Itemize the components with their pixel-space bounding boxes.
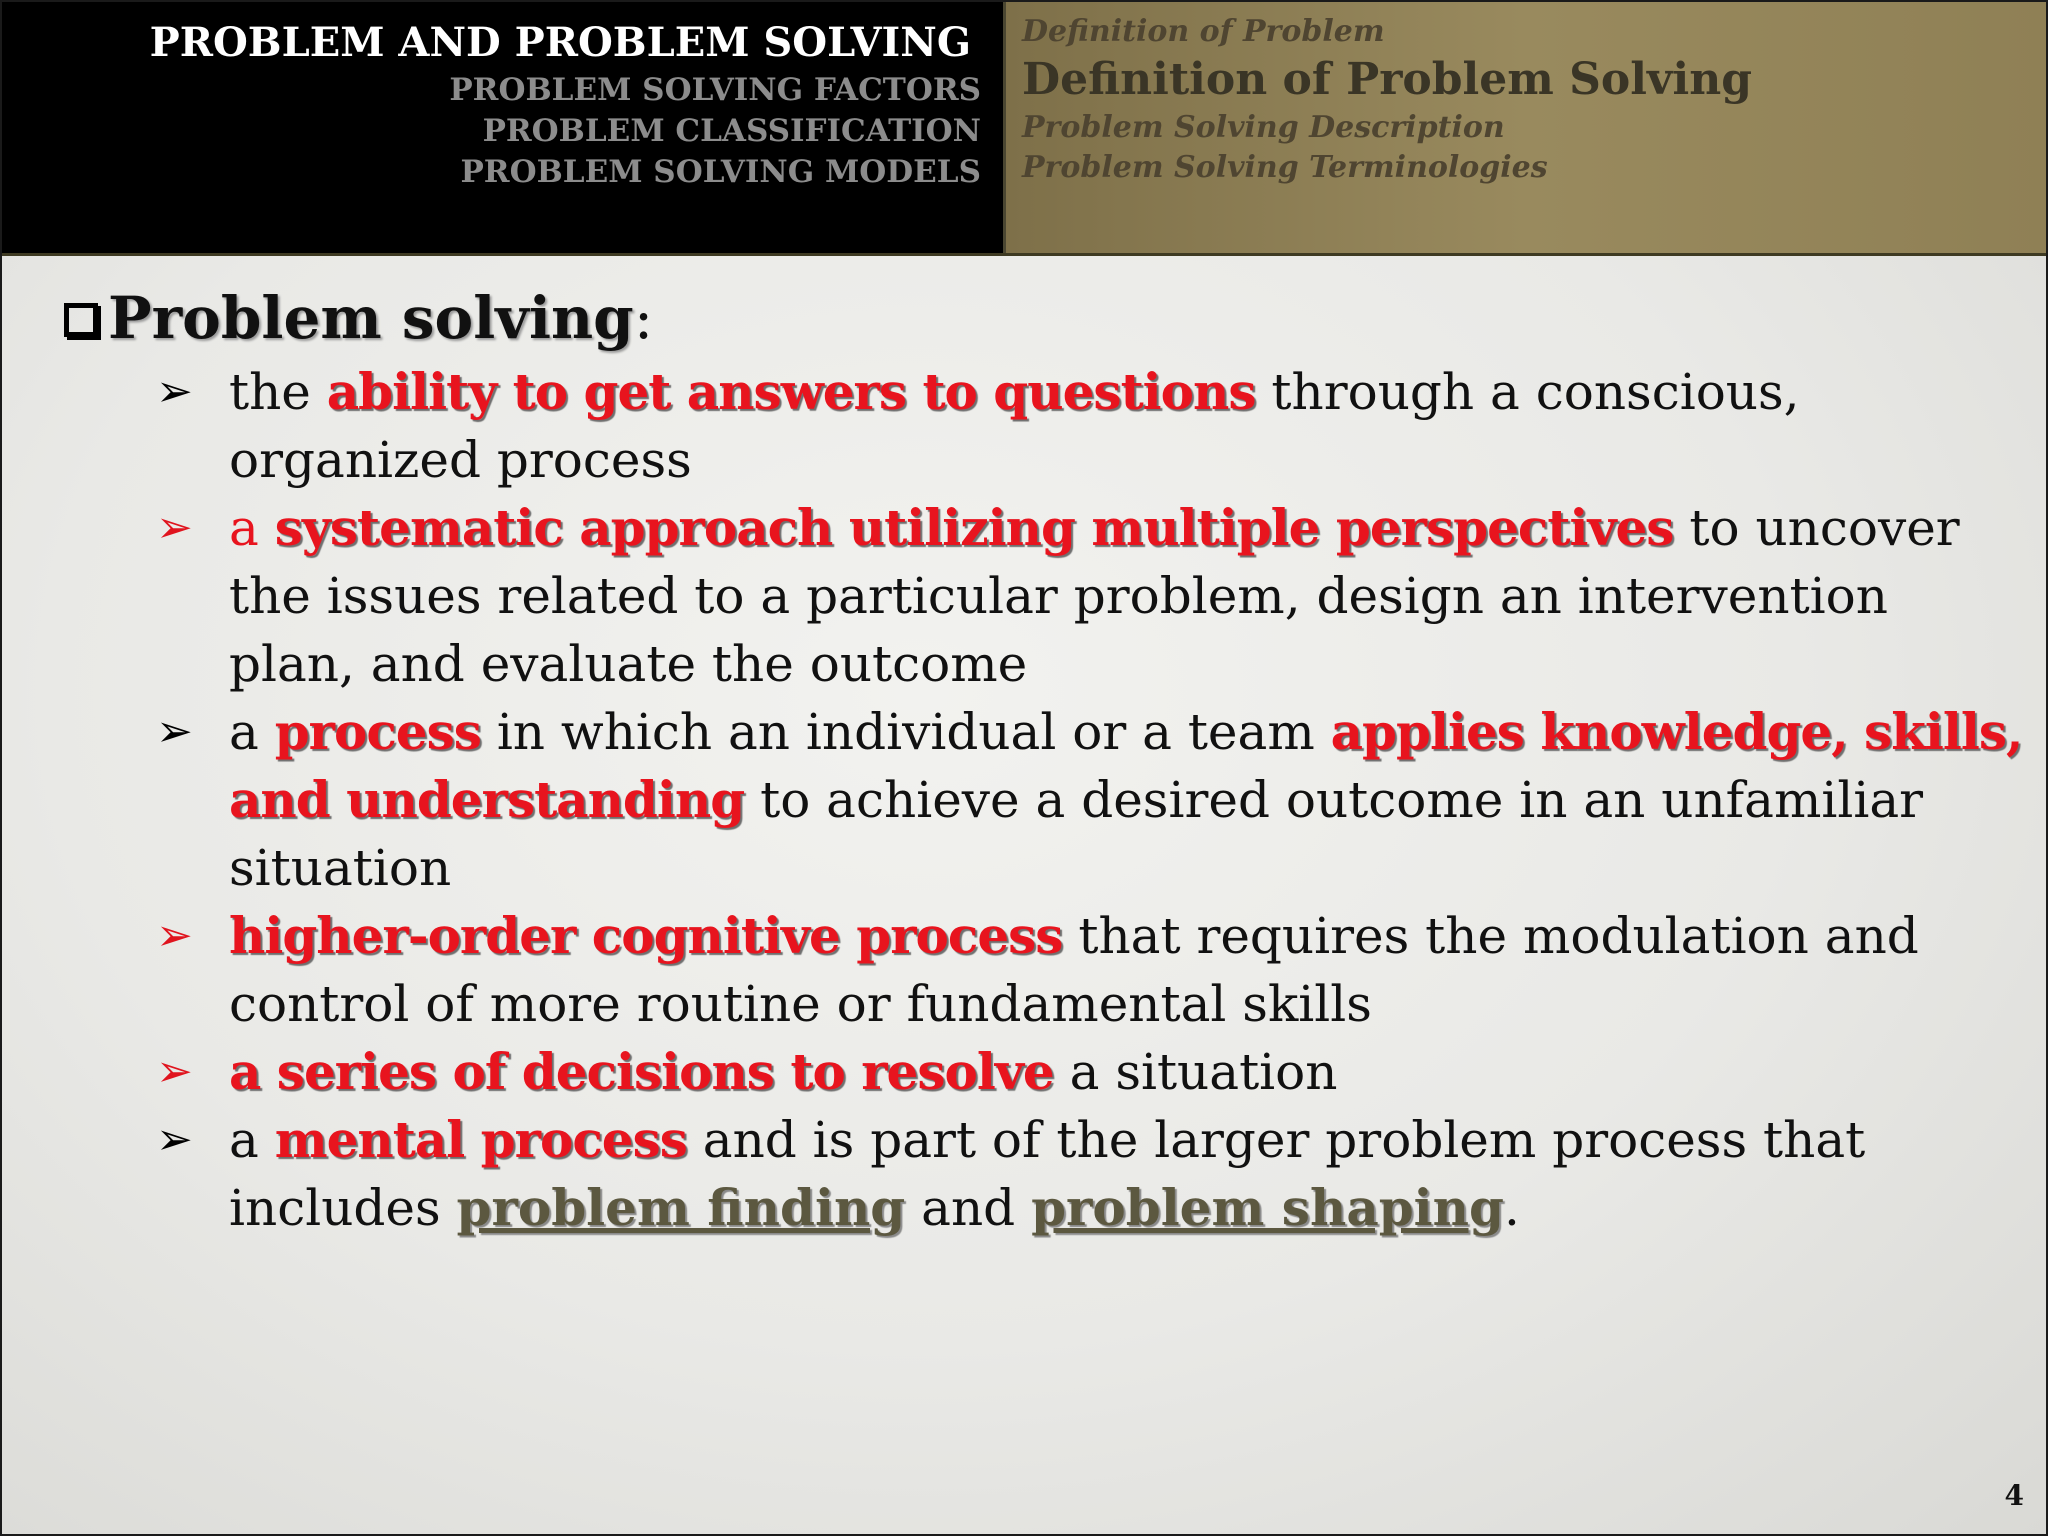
highlight-phrase: process (274, 702, 481, 761)
list-item: ➢ a systematic approach utilizing multiple perspectives to uncover the issues related to a particular problem, design an intervention plan, and evaluate the outcome (64, 494, 2024, 698)
arrowhead-bullet-icon: ➢ (156, 366, 193, 417)
link-problem-shaping[interactable]: problem shaping (1031, 1178, 1504, 1237)
arrowhead-bullet-icon: ➢ (156, 706, 193, 757)
header-title[interactable]: PROBLEM AND PROBLEM SOLVING (149, 19, 971, 66)
highlight-phrase: applies knowledge, skills, and understanding (229, 702, 2023, 829)
arrowhead-bullet-icon: ➢ (156, 910, 193, 961)
highlight-phrase: mental process (274, 1110, 687, 1169)
slide-header (2, 2, 2046, 256)
list-item: ➢ the ability to get answers to questions through a conscious, organized process (64, 358, 2024, 494)
sub-nav-item-definition-of-problem-solving-active[interactable]: Definition of Problem Solving (1022, 54, 1752, 105)
arrowhead-bullet-icon: ➢ (156, 502, 193, 553)
arrowhead-bullet-icon: ➢ (156, 1046, 193, 1097)
page-number: 4 (2004, 1479, 2024, 1512)
sub-nav-item-definition-of-problem[interactable]: Definition of Problem (1022, 14, 1385, 49)
heading-colon: : (633, 284, 654, 352)
definition-list (64, 358, 2024, 1242)
nav-item-problem-solving-factors[interactable]: PROBLEM SOLVING FACTORS (449, 72, 981, 108)
sub-nav-item-problem-solving-description[interactable]: Problem Solving Description (1022, 110, 1505, 145)
header-sub-nav (1006, 2, 2046, 253)
sub-nav-item-problem-solving-terminologies[interactable]: Problem Solving Terminologies (1022, 150, 1548, 185)
arrowhead-bullet-icon: ➢ (156, 1114, 193, 1165)
nav-item-problem-classification[interactable]: PROBLEM CLASSIFICATION (482, 113, 981, 149)
highlight-phrase: a series of decisions to resolve (229, 1042, 1054, 1101)
list-item: ➢ a process in which an individual or a team applies knowledge, skills, and understanding to achieve a desired outcome in an unfamiliar situation (64, 698, 2024, 902)
highlight-phrase: systematic approach utilizing multiple perspectives (274, 498, 1674, 557)
link-problem-finding[interactable]: problem finding (456, 1178, 906, 1237)
highlight-phrase: ability to get answers to questions (326, 362, 1256, 421)
content-heading (64, 282, 2024, 354)
nav-item-problem-solving-models[interactable]: PROBLEM SOLVING MODELS (460, 154, 981, 190)
checkbox-square-icon (64, 303, 98, 337)
highlight-phrase: higher-order cognitive process (229, 906, 1063, 965)
list-item: ➢ a mental process and is part of the larger problem process that includes problem finding and problem shaping. (64, 1106, 2024, 1242)
heading-text: Problem solving (108, 284, 634, 352)
list-item: ➢ a series of decisions to resolve a situation (64, 1038, 2024, 1106)
list-item: ➢ higher-order cognitive process that requires the modulation and control of more routine or fundamental skills (64, 902, 2024, 1038)
slide-content (64, 282, 2024, 1242)
header-main-nav (2, 2, 1006, 253)
